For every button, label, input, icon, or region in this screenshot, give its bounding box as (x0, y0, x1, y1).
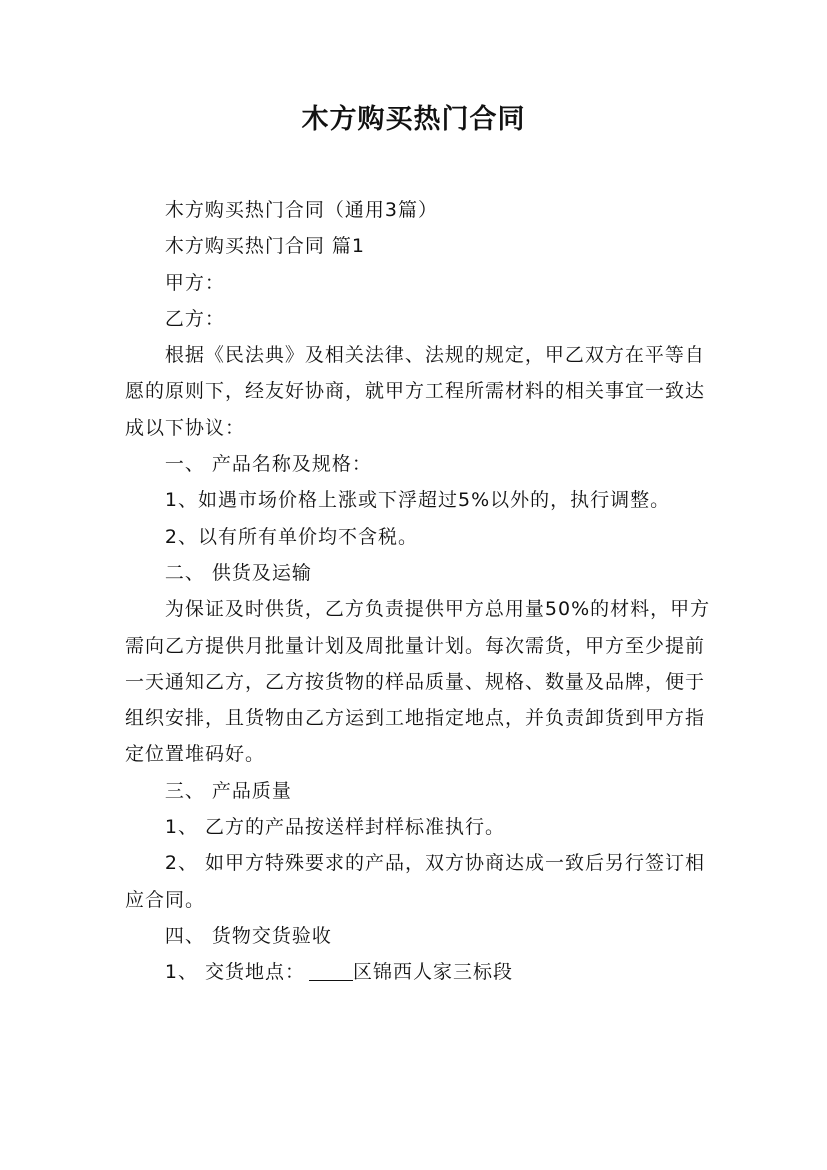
delivery-location-value: 区锦西人家三标段 (353, 961, 514, 984)
paragraph-preamble: 根据《民法典》及相关法律、法规的规定，甲乙双方在平等自愿的原则下，经友好协商，就甲方工程所需材料的相关事宜一致达成以下协议： (125, 344, 706, 439)
paragraph-article-heading: 木方购买热门合同 篇1 (164, 235, 366, 258)
clause-sample-standard: 1、 乙方的产品按送样封样标准执行。 (164, 816, 506, 839)
blank-fill-line (309, 962, 353, 981)
section-heading-supply-transport: 二、 供货及运输 (164, 561, 312, 584)
paragraph-party-a: 甲方： (164, 271, 225, 294)
clause-price-adjustment: 1、如遇市场价格上涨或下浮超过5%以外的，执行调整。 (164, 489, 671, 512)
clause-tax-exclusion: 2、以有所有单价均不含税。 (164, 525, 418, 548)
delivery-location-label: 1、 交货地点： (164, 961, 306, 984)
paragraph-collection-title: 木方购买热门合同（通用3篇） (164, 199, 438, 221)
paragraph-party-b: 乙方： (164, 307, 225, 330)
clause-delivery-location (125, 954, 715, 990)
clause-special-requirements: 2、 如甲方特殊要求的产品，双方协商达成一致后另行签订相应合同。 (125, 852, 706, 911)
section-heading-product-quality: 三、 产品质量 (164, 779, 292, 802)
clause-supply-details: 为保证及时供货，乙方负责提供甲方总用量50%的材料，甲方需向乙方提供月批量计划及周批量计划。每次需货，甲方至少提前一天通知乙方，乙方按货物的样品质量、规格、数量及品牌，便于组织安排，且货物由乙方运到工地指定地点，并负责卸货到甲方指定位置堆码好。 (125, 598, 711, 766)
document-body (125, 192, 715, 991)
document-title: 木方购买热门合同 (301, 104, 526, 135)
section-heading-delivery-acceptance: 四、 货物交货验收 (164, 924, 332, 947)
section-heading-product-specs: 一、 产品名称及规格： (164, 453, 372, 476)
